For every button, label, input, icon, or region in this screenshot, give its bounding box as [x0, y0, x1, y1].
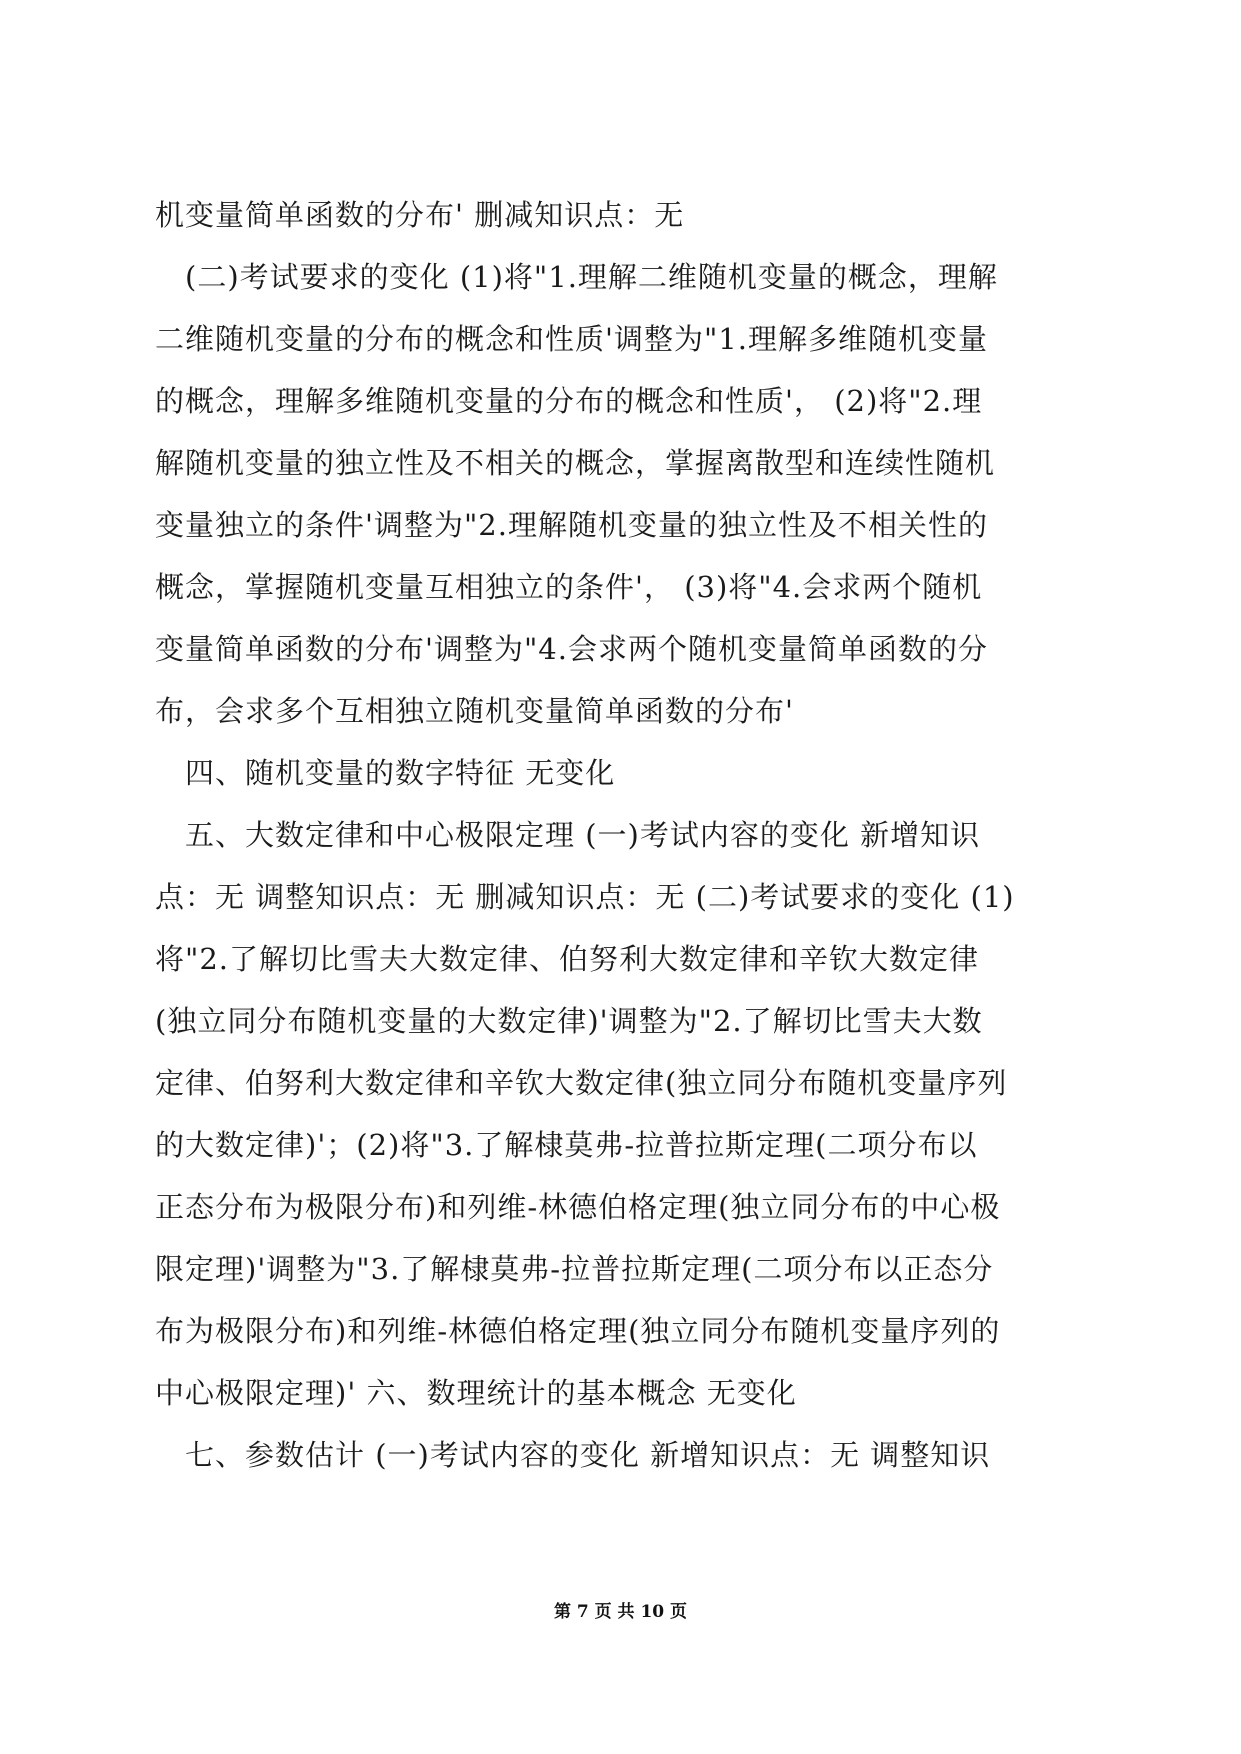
text-line: 二维随机变量的分布的概念和性质'调整为"1.理解多维随机变量 — [155, 322, 988, 356]
text-line: (二)考试要求的变化 (1)将"1.理解二维随机变量的概念，理解 — [185, 260, 998, 294]
text-line: 解随机变量的独立性及不相关的概念，掌握离散型和连续性随机 — [155, 446, 996, 480]
text-line: 限定理)'调整为"3.了解棣莫弗-拉普拉斯定理(二项分布以正态分 — [155, 1252, 994, 1286]
text-line: (独立同分布随机变量的大数定律)'调整为"2.了解切比雪夫大数 — [155, 1004, 983, 1038]
text-line: 将"2.了解切比雪夫大数定律、伯努利大数定律和辛钦大数定律 — [155, 942, 980, 976]
text-line: 正态分布为极限分布)和列维-林德伯格定理(独立同分布的中心极 — [155, 1190, 1001, 1224]
text-line: 的大数定律)'；(2)将"3.了解棣莫弗-拉普拉斯定理(二项分布以 — [155, 1128, 978, 1162]
text-line: 中心极限定理)' 六、数理统计的基本概念 无变化 — [155, 1376, 797, 1410]
text-line: 布为极限分布)和列维-林德伯格定理(独立同分布随机变量序列的 — [155, 1314, 1001, 1348]
body-text — [155, 184, 1095, 1486]
section-heading: 五、大数定律和中心极限定理 (一)考试内容的变化 新增知识 — [185, 818, 981, 852]
text-line: 点：无 调整知识点：无 删减知识点：无 (二)考试要求的变化 (1) — [155, 880, 1015, 914]
text-line: 概念，掌握随机变量互相独立的条件'， (3)将"4.会求两个随机 — [155, 570, 983, 604]
text-line: 的概念，理解多维随机变量的分布的概念和性质'， (2)将"2.理 — [155, 384, 983, 418]
text-line: 变量独立的条件'调整为"2.理解随机变量的独立性及不相关性的 — [155, 508, 988, 542]
text-line: 定律、伯努利大数定律和辛钦大数定律(独立同分布随机变量序列 — [155, 1066, 1008, 1100]
page-number: 第 7 页 共 10 页 — [553, 1602, 688, 1622]
text-line: 机变量简单函数的分布' 删减知识点：无 — [155, 198, 685, 232]
section-heading: 七、参数估计 (一)考试内容的变化 新增知识点：无 调整知识 — [185, 1438, 991, 1472]
text-line: 布，会求多个互相独立随机变量简单函数的分布' — [155, 694, 794, 728]
section-heading: 四、随机变量的数字特征 无变化 — [185, 756, 616, 790]
text-line: 变量简单函数的分布'调整为"4.会求两个随机变量简单函数的分 — [155, 632, 988, 666]
